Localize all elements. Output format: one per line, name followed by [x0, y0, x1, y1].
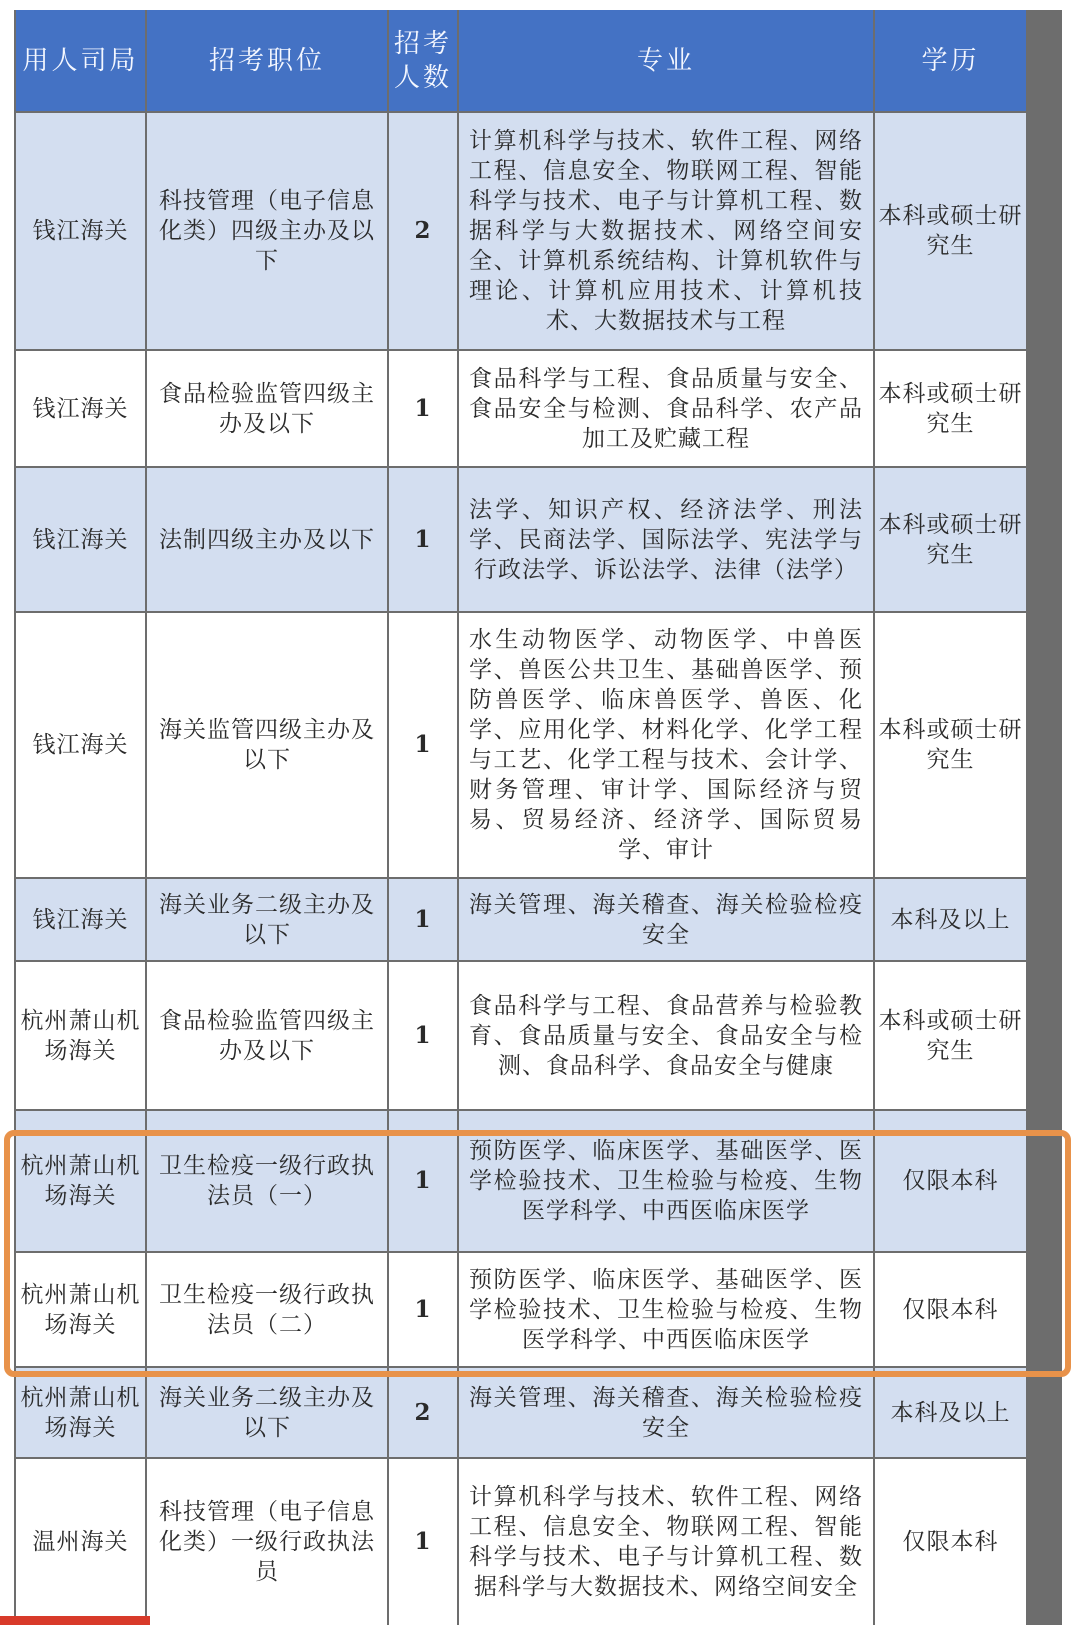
header-position: 招考职位	[147, 10, 387, 111]
major-cell: 计算机科学与技术、软件工程、网络工程、信息安全、物联网工程、智能科学与技术、电子与计算机工程、数据科学与大数据技术、网络空间安全	[459, 1459, 873, 1625]
position-cell: 科技管理（电子信息化类）四级主办及以下	[147, 113, 387, 349]
header-education: 学历	[875, 10, 1026, 111]
count-cell: 1	[389, 351, 457, 466]
office-cell: 杭州萧山机场海关	[16, 1253, 145, 1366]
recruitment-table	[14, 10, 1062, 1625]
count-cell: 1	[389, 962, 457, 1109]
count-cell: 1	[389, 613, 457, 877]
office-cell: 杭州萧山机场海关	[16, 1368, 145, 1457]
education-cell: 本科或硕士研究生	[875, 113, 1026, 349]
major-cell: 食品科学与工程、食品质量与安全、食品安全与检测、食品科学、农产品加工及贮藏工程	[459, 351, 873, 466]
count-cell: 2	[389, 1368, 457, 1457]
count-cell: 1	[389, 1111, 457, 1251]
office-cell: 杭州萧山机场海关	[16, 1111, 145, 1251]
major-cell: 海关管理、海关稽查、海关检验检疫安全	[459, 1368, 873, 1457]
count-cell: 1	[389, 879, 457, 960]
header-count: 招考人数	[389, 10, 457, 111]
table-row	[14, 1459, 1062, 1625]
major-cell: 法学、知识产权、经济法学、刑法学、民商法学、国际法学、宪法学与行政法学、诉讼法学、法律（法学）	[459, 468, 873, 611]
education-cell: 本科或硕士研究生	[875, 468, 1026, 611]
position-cell: 海关业务二级主办及以下	[147, 879, 387, 960]
position-cell: 科技管理（电子信息化类）一级行政执法员	[147, 1459, 387, 1625]
major-cell: 计算机科学与技术、软件工程、网络工程、信息安全、物联网工程、智能科学与技术、电子与计算机工程、数据科学与大数据技术、网络空间安全、计算机系统结构、计算机软件与理论、计算机应用技术、计算机技术、大数据技术与工程	[459, 113, 873, 349]
table-row	[14, 962, 1062, 1109]
education-cell: 本科及以上	[875, 1368, 1026, 1457]
major-cell: 预防医学、临床医学、基础医学、医学检验技术、卫生检验与检疫、生物医学科学、中西医临床医学	[459, 1111, 873, 1251]
table-header-row	[14, 10, 1062, 111]
table-row	[14, 1111, 1062, 1251]
table-row	[14, 468, 1062, 611]
major-cell: 海关管理、海关稽查、海关检验检疫安全	[459, 879, 873, 960]
table-row	[14, 113, 1062, 349]
header-office: 用人司局	[16, 10, 145, 111]
education-cell: 仅限本科	[875, 1253, 1026, 1366]
education-cell: 本科或硕士研究生	[875, 962, 1026, 1109]
major-cell: 预防医学、临床医学、基础医学、医学检验技术、卫生检验与检疫、生物医学科学、中西医临床医学	[459, 1253, 873, 1366]
office-cell: 钱江海关	[16, 879, 145, 960]
education-cell: 仅限本科	[875, 1459, 1026, 1625]
count-cell: 1	[389, 1253, 457, 1366]
table-row	[14, 1253, 1062, 1366]
office-cell: 钱江海关	[16, 351, 145, 466]
count-cell: 1	[389, 468, 457, 611]
table-row	[14, 613, 1062, 877]
position-cell: 海关业务二级主办及以下	[147, 1368, 387, 1457]
position-cell: 卫生检疫一级行政执法员（一）	[147, 1111, 387, 1251]
red-edge-mark	[0, 1616, 150, 1625]
count-cell: 1	[389, 1459, 457, 1625]
position-cell: 食品检验监管四级主办及以下	[147, 351, 387, 466]
table-row	[14, 351, 1062, 466]
office-cell: 钱江海关	[16, 468, 145, 611]
education-cell: 本科或硕士研究生	[875, 613, 1026, 877]
office-cell: 钱江海关	[16, 113, 145, 349]
table-row	[14, 879, 1062, 960]
position-cell: 卫生检疫一级行政执法员（二）	[147, 1253, 387, 1366]
major-cell: 食品科学与工程、食品营养与检验教育、食品质量与安全、食品安全与检测、食品科学、食品安全与健康	[459, 962, 873, 1109]
position-cell: 食品检验监管四级主办及以下	[147, 962, 387, 1109]
major-cell: 水生动物医学、动物医学、中兽医学、兽医公共卫生、基础兽医学、预防兽医学、临床兽医学、兽医、化学、应用化学、材料化学、化学工程与工艺、化学工程与技术、会计学、财务管理、审计学、国际经济与贸易、贸易经济、经济学、国际贸易学、审计	[459, 613, 873, 877]
count-cell: 2	[389, 113, 457, 349]
education-cell: 仅限本科	[875, 1111, 1026, 1251]
table-row	[14, 1368, 1062, 1457]
office-cell: 杭州萧山机场海关	[16, 962, 145, 1109]
office-cell: 温州海关	[16, 1459, 145, 1625]
position-cell: 法制四级主办及以下	[147, 468, 387, 611]
header-major: 专业	[459, 10, 873, 111]
position-cell: 海关监管四级主办及以下	[147, 613, 387, 877]
office-cell: 钱江海关	[16, 613, 145, 877]
education-cell: 本科及以上	[875, 879, 1026, 960]
education-cell: 本科或硕士研究生	[875, 351, 1026, 466]
